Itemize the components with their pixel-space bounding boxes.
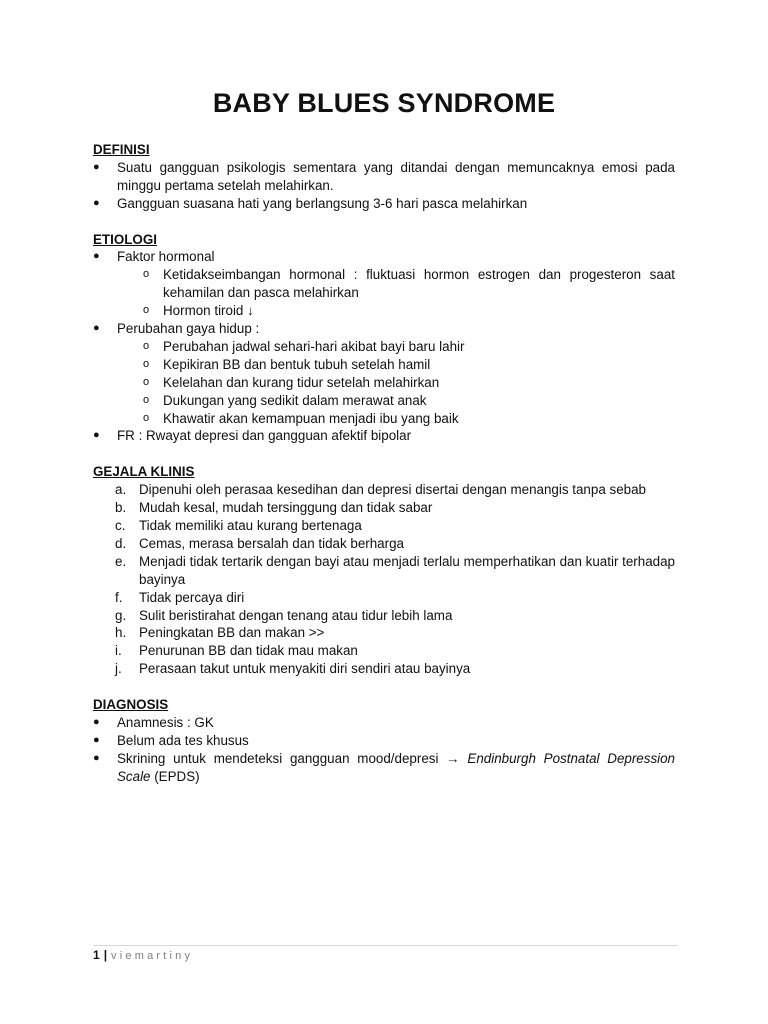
sub-bullet-icon: o [143,375,150,388]
gejala-list [93,481,675,678]
footer-author: viemartiny [111,950,194,962]
list-item: ● Skrining untuk mendeteksi gangguan mood/depresi → Endinburgh Postnatal Depression Scale (EPDS) [93,750,676,784]
page-footer [93,948,193,962]
list-item: e. Menjadi tidak tertarik dengan bayi atau menjadi terlalu memperhatikan dan kuatir terhadap bayinya [115,553,675,587]
sub-bullet-icon: o [143,411,150,424]
section-heading-diagnosis: DIAGNOSIS [93,697,169,713]
list-item: h. Peningkatan BB dan makan >> [115,625,325,641]
sub-bullet-icon: o [143,393,150,406]
footer-divider [93,945,678,946]
list-item: c. Tidak memiliki atau kurang bertenaga [115,518,362,533]
list-item: ● Perubahan gaya hidup : [93,321,260,337]
bullet-icon: ● [93,751,100,764]
sub-bullet-icon: o [143,357,150,370]
list-item: f. Tidak percaya diri [115,589,245,605]
sub-bullet-icon: o [143,339,150,352]
list-item: ● Suatu gangguan psikologis sementara yang ditandai dengan memuncaknya emosi pada minggu pertama setelah melahirkan. [93,159,675,193]
definisi-list [93,159,675,213]
sub-bullet-icon: o [143,304,150,317]
bullet-icon: ● [93,715,100,728]
list-item: i. Penurunan BB dan tidak mau makan [115,643,358,659]
document-body [93,141,675,786]
list-item: g. Sulit beristirahat dengan tenang atau tidur lebih lama [115,607,453,623]
sub-list-item: o Kelelahan dan kurang tidur setelah melahirkan [143,374,440,390]
sub-list-item: o Perubahan jadwal sehari-hari akibat bayi baru lahir [143,338,465,354]
epds-scale-name: Endinburgh Postnatal Depression Scale [117,750,676,784]
bullet-icon: ● [93,196,100,209]
list-item: ● FR : Rwayat depresi dan gangguan afektif bipolar [93,428,412,444]
section-heading-gejala-klinis: GEJALA KLINIS [93,464,195,480]
list-item: a. Dipenuhi oleh perasaa kesedihan dan depresi disertai dengan menangis tanpa sebab [115,482,646,498]
list-item: j. Perasaan takut untuk menyakiti diri sendiri atau bayinya [115,661,471,677]
bullet-icon: ● [93,160,100,173]
list-item: ● Faktor hormonal [93,249,215,265]
footer-separator: | [103,948,108,962]
page-number: 1 [93,948,100,962]
document-title: BABY BLUES SYNDROME [212,88,556,118]
list-item: ● Belum ada tes khusus [93,732,249,748]
sub-list-item: o Kepikiran BB dan bentuk tubuh setelah hamil [143,356,431,372]
sub-bullet-icon: o [143,268,150,281]
bullet-icon: ● [93,322,100,335]
section-heading-definisi: DEFINISI [93,142,150,157]
list-item: ● Gangguan suasana hati yang berlangsung 3-6 hari pasca melahirkan [93,195,528,211]
list-item: b. Mudah kesal, mudah tersinggung dan tidak sabar [115,500,433,516]
bullet-icon: ● [93,250,100,263]
sub-list-item: o Ketidakseimbangan hormonal : fluktuasi hormon estrogen dan progesteron saat kehamilan dan pasca melahirkan [143,267,675,301]
diagnosis-list [93,714,675,786]
etiologi-list [93,248,675,445]
sub-list-item: o Hormon tiroid ↓ [143,303,254,319]
bullet-icon: ● [93,429,100,442]
sub-list-item: o Dukungan yang sedikit dalam merawat anak [143,392,427,408]
bullet-icon: ● [93,733,100,746]
list-item: d. Cemas, merasa bersalah dan tidak berharga [115,535,404,551]
section-heading-etiologi: ETIOLOGI [93,231,157,247]
list-item: ● Anamnesis : GK [93,714,214,730]
sub-list-item: o Khawatir akan kemampuan menjadi ibu yang baik [143,410,459,426]
